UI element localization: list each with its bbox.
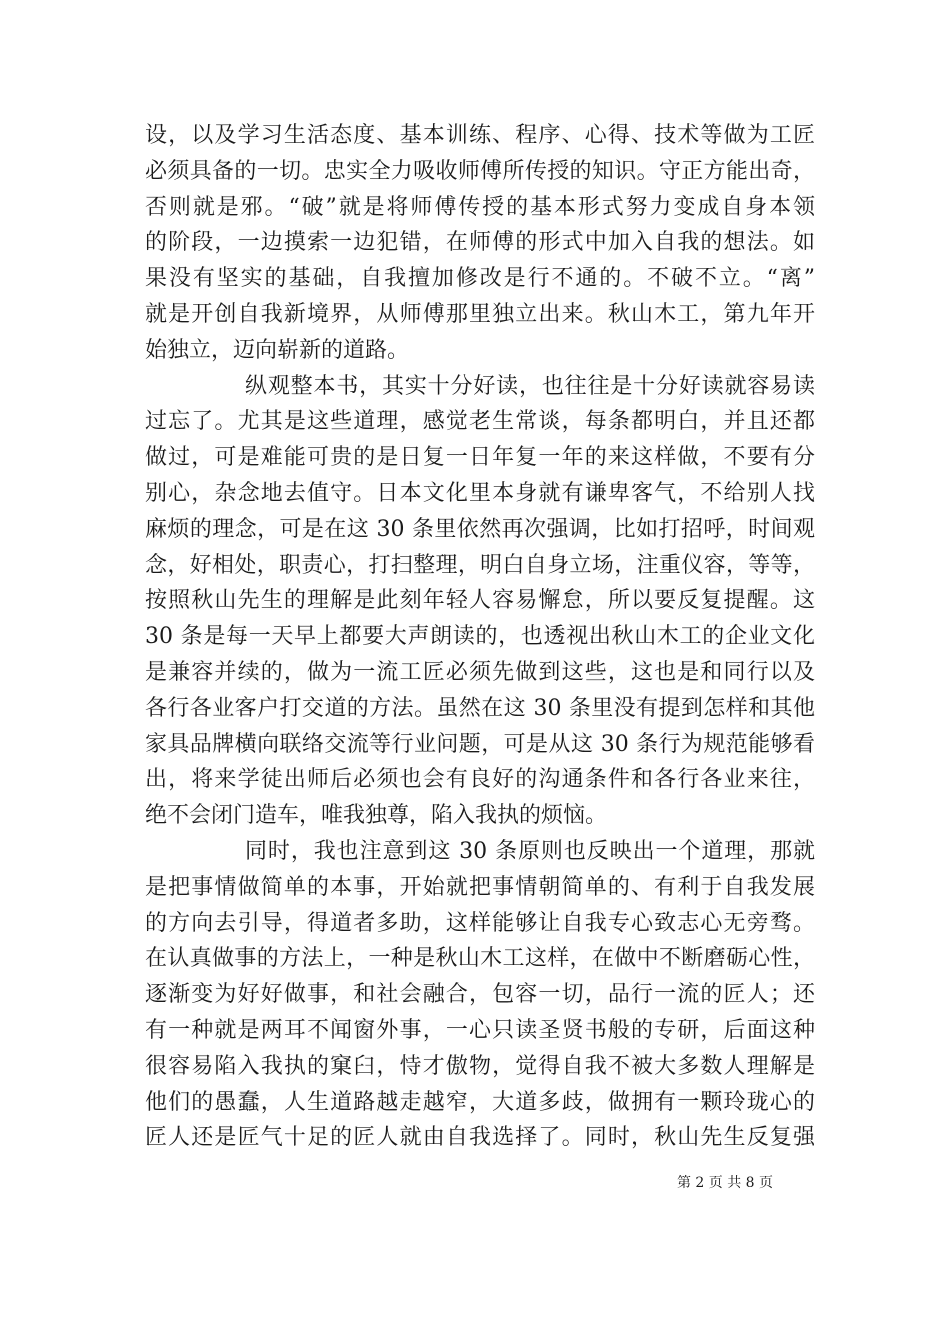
text-line: 别心，杂念地去值守。日本文化里本身就有谦卑客气，不给别人找 [145, 480, 815, 506]
text-line: 是兼容并续的，做为一流工匠必须先做到这些，这也是和同行以及 [145, 659, 815, 685]
text-line: 同时，我也注意到这 30 条原则也反映出一个道理，那就 [245, 838, 815, 864]
text-line: 果没有坚实的基础，自我擅加修改是行不通的。不破不立。“离” [145, 266, 815, 292]
text-line: 就是开创自我新境界，从师傅那里独立出来。秋山木工，第九年开 [145, 301, 815, 327]
text-line: 必须具备的一切。忠实全力吸收师傅所传授的知识。守正方能出奇， [145, 158, 815, 184]
text-line: 做过，可是难能可贵的是日复一日年复一年的来这样做，不要有分 [145, 445, 815, 471]
text-line: 按照秋山先生的理解是此刻年轻人容易懈怠，所以要反复提醒。这 [145, 588, 815, 614]
text-line: 念，好相处，职责心，打扫整理，明白自身立场，注重仪容，等等， [145, 552, 815, 578]
text-line: 否则就是邪。“破”就是将师傅传授的基本形式努力变成自身本领 [145, 194, 815, 220]
text-line: 是把事情做简单的本事，开始就把事情朝简单的、有利于自我发展 [145, 874, 815, 900]
text-line: 始独立，迈向崭新的道路。 [145, 337, 410, 363]
text-line: 有一种就是两耳不闻窗外事，一心只读圣贤书般的专研，后面这种 [145, 1017, 815, 1043]
text-line: 在认真做事的方法上，一种是秋山木工这样，在做中不断磨砺心性， [145, 946, 815, 972]
paragraph-1 [145, 118, 815, 369]
text-line: 30 条是每一天早上都要大声朗读的，也透视出秋山木工的企业文化 [145, 624, 815, 650]
text-line: 他们的愚蠢，人生道路越走越窄，大道多歧，做拥有一颗玲珑心的 [145, 1089, 815, 1115]
text-line: 绝不会闭门造车，唯我独尊，陷入我执的烦恼。 [145, 803, 608, 829]
text-line: 过忘了。尤其是这些道理，感觉老生常谈，每条都明白，并且还都 [145, 409, 815, 435]
text-line: 的方向去引导，得道者多助，这样能够让自我专心致志心无旁骛。 [145, 910, 815, 936]
text-line: 麻烦的理念，可是在这 30 条里依然再次强调，比如打招呼，时间观 [145, 516, 815, 542]
paragraph-3 [145, 834, 815, 1156]
body-text [145, 118, 815, 1156]
text-line: 的阶段，一边摸索一边犯错，在师傅的形式中加入自我的想法。如 [145, 230, 815, 256]
text-line: 匠人还是匠气十足的匠人就由自我选择了。同时，秋山先生反复强 [145, 1125, 815, 1151]
text-line: 设，以及学习生活态度、基本训练、程序、心得、技术等做为工匠 [145, 123, 815, 148]
text-line: 出，将来学徒出师后必须也会有良好的沟通条件和各行各业来往， [145, 767, 815, 793]
text-line: 各行各业客户打交道的方法。虽然在这 30 条里没有提到怎样和其他 [145, 695, 815, 721]
page-number: 第 2 页 共 8 页 [676, 1175, 774, 1191]
text-line: 家具品牌横向联络交流等行业问题，可是从这 30 条行为规范能够看 [145, 731, 815, 757]
text-line: 很容易陷入我执的窠臼，恃才傲物，觉得自我不被大多数人理解是 [145, 1053, 815, 1079]
text-line: 纵观整本书，其实十分好读，也往往是十分好读就容易读 [245, 373, 815, 399]
paragraph-2 [145, 369, 815, 834]
text-line: 逐渐变为好好做事，和社会融合，包容一切，品行一流的匠人；还 [145, 982, 815, 1008]
